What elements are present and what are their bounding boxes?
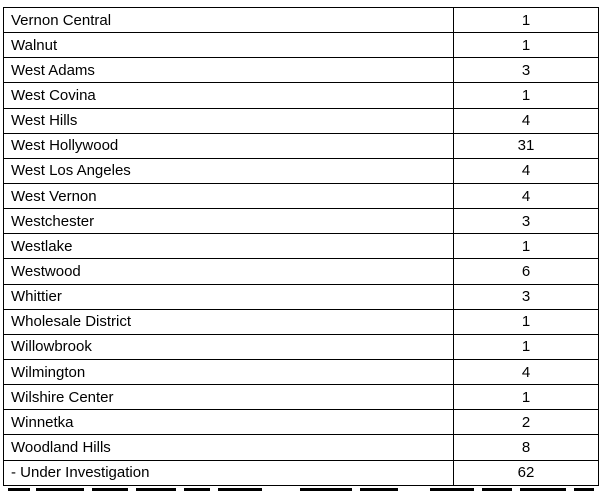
community-name-cell: Westwood xyxy=(4,259,454,284)
table-row xyxy=(4,284,599,309)
table-row xyxy=(4,209,599,234)
table-row xyxy=(4,259,599,284)
table-row xyxy=(4,33,599,58)
case-count-cell: 1 xyxy=(454,385,599,410)
community-name-cell: West Vernon xyxy=(4,183,454,208)
case-count-cell: 31 xyxy=(454,133,599,158)
table-row xyxy=(4,158,599,183)
table-row xyxy=(4,359,599,384)
community-name-cell: Wilshire Center xyxy=(4,385,454,410)
community-name-cell: Vernon Central xyxy=(4,8,454,33)
case-count-cell: 8 xyxy=(454,435,599,460)
case-count-cell: 1 xyxy=(454,334,599,359)
table-row xyxy=(4,410,599,435)
community-name-cell: Westlake xyxy=(4,234,454,259)
community-name-cell: West Hollywood xyxy=(4,133,454,158)
community-name-cell: Westchester xyxy=(4,209,454,234)
community-case-table xyxy=(3,7,599,486)
community-name-cell: Winnetka xyxy=(4,410,454,435)
case-count-cell: 1 xyxy=(454,8,599,33)
case-count-cell: 4 xyxy=(454,183,599,208)
community-name-cell: West Los Angeles xyxy=(4,158,454,183)
community-name-cell: Willowbrook xyxy=(4,334,454,359)
cropped-text-fragment xyxy=(0,488,600,494)
table-row xyxy=(4,58,599,83)
community-name-cell: Woodland Hills xyxy=(4,435,454,460)
case-count-cell: 2 xyxy=(454,410,599,435)
community-name-cell: Wilmington xyxy=(4,359,454,384)
table-row xyxy=(4,133,599,158)
community-name-cell: Wholesale District xyxy=(4,309,454,334)
community-name-cell: Walnut xyxy=(4,33,454,58)
community-name-cell: West Covina xyxy=(4,83,454,108)
case-count-cell: 3 xyxy=(454,58,599,83)
case-count-cell: 1 xyxy=(454,33,599,58)
case-count-cell: 62 xyxy=(454,460,599,485)
table-row xyxy=(4,108,599,133)
case-count-cell: 1 xyxy=(454,83,599,108)
table-row xyxy=(4,460,599,485)
table-row xyxy=(4,435,599,460)
case-count-cell: 1 xyxy=(454,309,599,334)
table-row xyxy=(4,183,599,208)
community-name-cell: West Hills xyxy=(4,108,454,133)
community-name-cell: Whittier xyxy=(4,284,454,309)
community-name-cell: West Adams xyxy=(4,58,454,83)
community-name-cell: - Under Investigation xyxy=(4,460,454,485)
table-row xyxy=(4,83,599,108)
table-row xyxy=(4,8,599,33)
table-row xyxy=(4,234,599,259)
case-count-cell: 1 xyxy=(454,234,599,259)
case-count-cell: 4 xyxy=(454,359,599,384)
case-count-cell: 4 xyxy=(454,108,599,133)
community-case-table-container xyxy=(3,7,598,486)
case-count-cell: 4 xyxy=(454,158,599,183)
case-count-cell: 3 xyxy=(454,209,599,234)
case-count-cell: 3 xyxy=(454,284,599,309)
case-count-cell: 6 xyxy=(454,259,599,284)
table-row xyxy=(4,334,599,359)
table-row xyxy=(4,385,599,410)
table-row xyxy=(4,309,599,334)
